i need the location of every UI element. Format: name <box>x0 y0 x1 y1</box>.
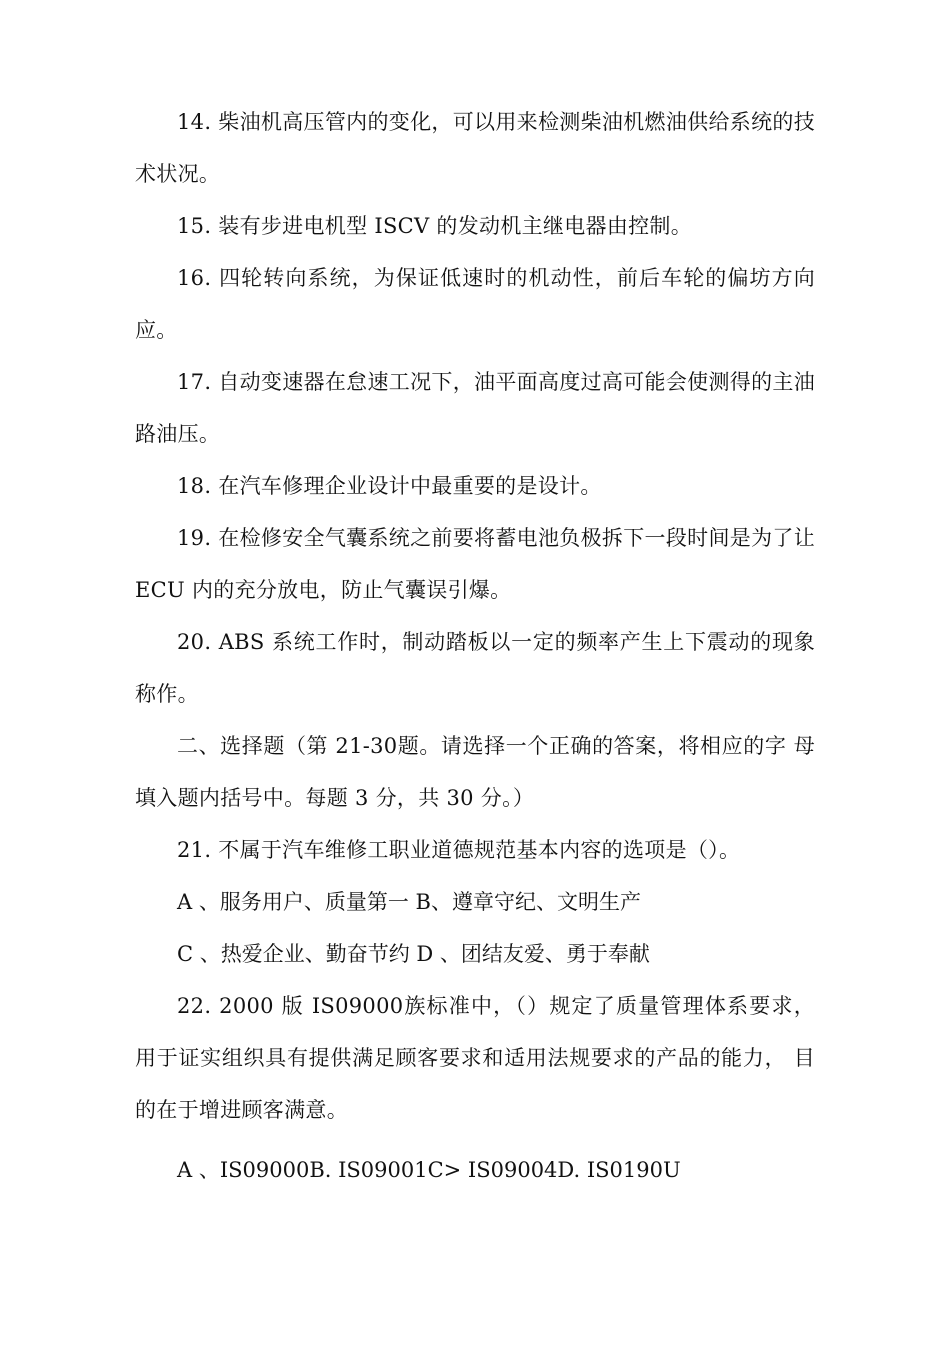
question-17: 17. 自动变速器在怠速工况下，油平面高度过高可能会使测得的主油路油压。 <box>135 370 815 446</box>
question-16: 16. 四轮转向系统，为保证低速时的机动性，前后车轮的偏坊方向应。 <box>135 266 815 342</box>
section-heading-choice: 二、选择题（第 21-30题。请选择一个正确的答案，将相应的字 母填入题内括号中。每题 3 分，共 30 分。） <box>135 734 815 810</box>
question-14: 14. 柴油机高压管内的变化，可以用来检测柴油机燃油供给系统的技术状况。 <box>135 110 815 186</box>
question-21: 21. 不属于汽车维修工职业道德规范基本内容的选项是（）。 <box>177 838 741 862</box>
question-20: 20. ABS 系统工作时，制动踏板以一定的频率产生上下震动的现象称作。 <box>135 630 815 706</box>
question-18: 18. 在汽车修理企业设计中最重要的是设计。 <box>177 474 602 498</box>
question-21-options-ab: A 、服务用户、质量第一 B、遵章守纪、文明生产 <box>177 890 641 914</box>
question-22: 22. 2000 版 IS09000族标准中，（）规定了质量管理体系要求， 用于证实组织具有提供满足顾客要求和适用法规要求的产品的能力， 目的在于增进顾客满意。 <box>135 994 815 1122</box>
question-19: 19. 在检修安全气囊系统之前要将蓄电池负极拆下一段时间是为了让 ECU 内的充分放电，防止气囊误引爆。 <box>135 526 815 602</box>
question-15: 15. 装有步进电机型 ISCV 的发动机主继电器由控制。 <box>177 214 693 238</box>
document-page <box>135 96 815 1196</box>
question-22-options: A 、IS09000B. IS09001C> IS09004D. IS0190U <box>177 1158 681 1182</box>
question-21-options-cd: C 、热爱企业、勤奋节约 D 、团结友爱、勇于奉献 <box>177 942 650 966</box>
